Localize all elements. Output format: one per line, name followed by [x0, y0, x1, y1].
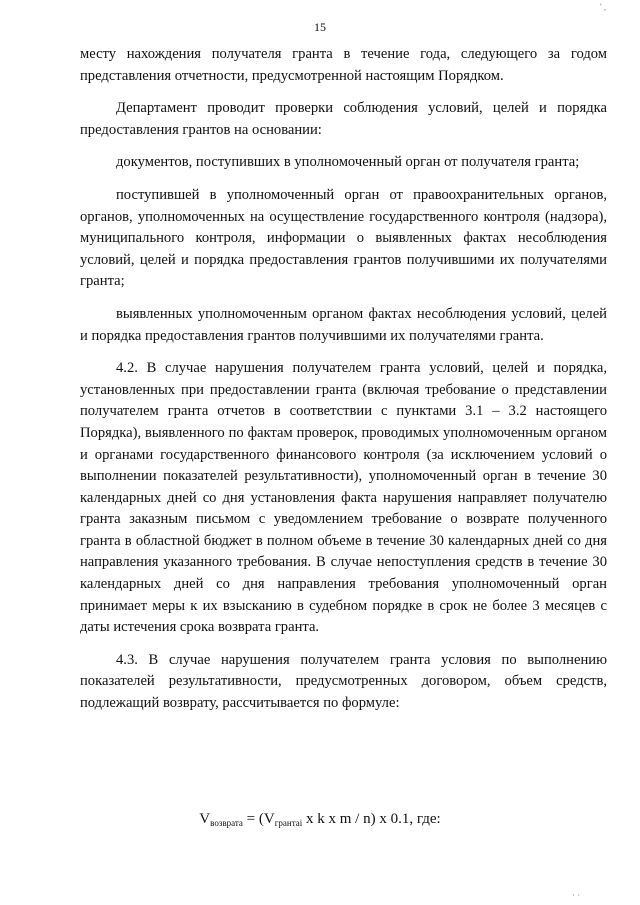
- scan-mark-top: ' ,: [600, 2, 607, 12]
- paragraph-inspections: Департамент проводит проверки соблюдения условий, целей и порядка предоставления грантов на основании:: [80, 100, 607, 138]
- paragraph-4-2: 4.2. В случае нарушения получателем гранта условий, целей и порядка, установленных при предоставлении гранта (включая требование о представлении получателем гранта отчетов в соответствии с пунктами 3.1 – 3.2 настоящего Порядка), выявленного по фактам проверок, проводимых уполномоченным органом и органами государственного финансового контроля (за исключением условий о выполнении показателей результативности), уполномоченный орган в течение 30 календарных дней со дня установления факта нарушения направляет получателю гранта заказным письмом с уведомлением требование о возврате полученного гранта в областной бюджет в полном объеме в течение 30 календарных дней со дня направления указанного требования. В случае непоступления средств в течение 30 календарных дней со дня направления требования уполномоченный орган принимает меры к их взысканию в судебном порядке в срок не более 3 месяцев с даты истечения срока возврата гранта.: [80, 360, 607, 636]
- document-body: [80, 44, 607, 715]
- paragraph-basis-documents: документов, поступивших в уполномоченный орган от получателя гранта;: [116, 154, 580, 171]
- formula-sub-grant: грантаi: [274, 818, 303, 828]
- formula-v: V: [199, 811, 211, 827]
- formula-rest: x k x m / n) x 0.1, где:: [302, 811, 441, 827]
- paragraph-basis-information: поступившей в уполномоченный орган от правоохранительных органов, органов, уполномоченных на осуществление государственного контроля (надзора), муниципального контроля, информации о выявленных фактах несоблюдения условий, целей и порядка предоставления грантов получившими их получателями гранта;: [80, 186, 607, 290]
- paragraph-continuation: месту нахождения получателя гранта в течение года, следующего за годом представления отчетности, предусмотренной настоящим Порядком.: [80, 46, 607, 84]
- refund-formula: [0, 811, 640, 828]
- paragraph-basis-detected: выявленных уполномоченным органом фактах несоблюдения условий, целей и порядка предоставления грантов получившими их получателями гранта.: [80, 305, 607, 344]
- page-number: 15: [314, 20, 326, 34]
- paragraph-4-3: 4.3. В случае нарушения получателем гранта условия по выполнению показателей результативности, предусмотренных договором, объем средств, подлежащий возврату, рассчитывается по формуле:: [80, 651, 607, 712]
- scan-mark-bottom: · ·: [572, 890, 581, 900]
- formula-sub-refund: возврата: [210, 818, 243, 828]
- formula-eq: = (V: [242, 811, 275, 827]
